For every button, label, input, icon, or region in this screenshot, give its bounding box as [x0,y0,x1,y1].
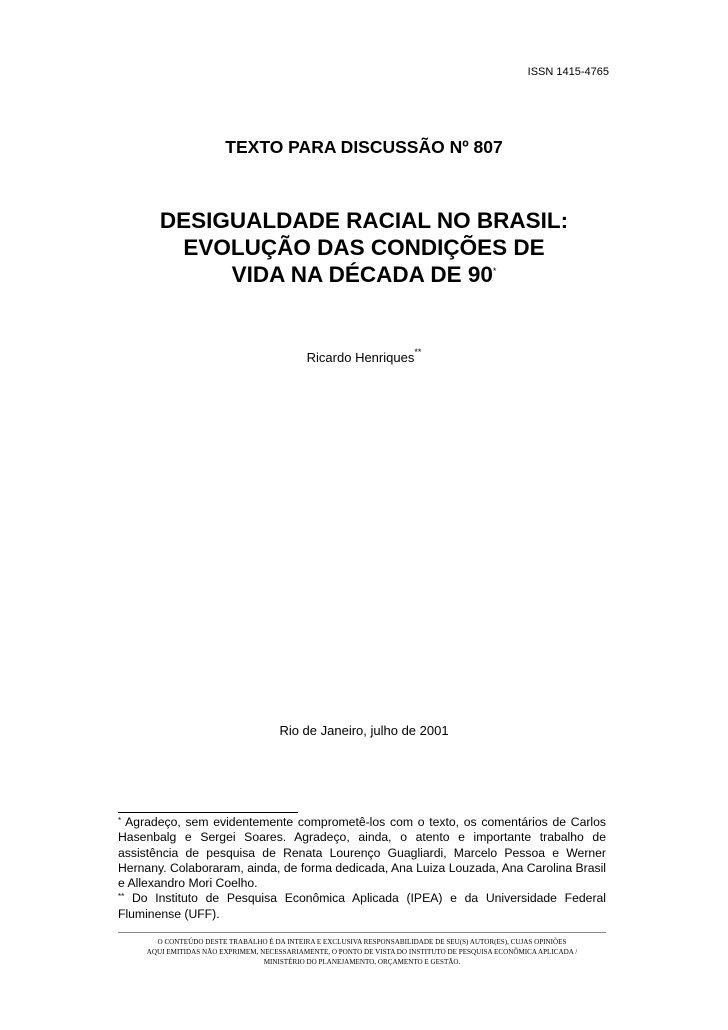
title-footnote-marker[interactable]: * [492,266,497,276]
title-line-2: EVOLUÇÃO DAS CONDIÇÕES DE [183,235,545,260]
issn-number: ISSN 1415-4765 [527,66,609,78]
footnote-2-text: Do Instituto de Pesquisa Econômica Aplicada (IPEA) e da Universidade Federal Fluminense (UFF). [118,891,606,921]
footnote-2 [118,891,606,922]
place-date: Rio de Janeiro, julho de 2001 [279,723,449,738]
disclaimer-line-1: O CONTEÚDO DESTE TRABALHO É DA INTEIRA E EXCLUSIVA RESPONSABILIDADE DE SEU(S) AUTOR(ES), CUJAS OPINIÕES [157,938,567,946]
author [0,347,728,365]
title-line-3 [0,261,728,288]
footnotes [118,815,606,922]
disclaimer-line-2: AQUI EMITIDAS NÃO EXPRIMEM, NECESSARIAMENTE, O PONTO DE VISTA DO INSTITUTO DE PESQUISA ECONÔMICA APLICADA / [146,948,578,956]
disclaimer [118,937,606,967]
footnote-1-text: Agradeço, sem evidentemente comprometê-los com o texto, os comentários de Carlos Hasenbalg e Sergei Soares. Agradeço, ainda, o atento e importante trabalho de assistência de pesquisa de Renata Lourenço Guagliardi, Marcelo Pessoa e Werner Hernany. Colaboraram, ainda, de forma dedicada, Ana Luiza Louzada, Ana Carolina Brasil e Allexandro Mori Coelho. [118,815,606,891]
disclaimer-separator [118,932,606,933]
footnote-1 [118,815,606,891]
footnote-separator [118,812,298,813]
disclaimer-line-3: MINISTÉRIO DO PLANEJAMENTO, ORÇAMENTO E GESTÃO. [263,958,461,966]
author-footnote-marker[interactable]: ** [414,347,422,357]
footnote-2-marker: ** [118,892,125,902]
title-line-3-text: VIDA NA DÉCADA DE 90 [231,262,493,287]
series-title: TEXTO PARA DISCUSSÃO Nº 807 [225,137,503,157]
author-name: Ricardo Henriques [306,350,415,365]
title-line-1: DESIGUALDADE RACIAL NO BRASIL: [159,208,569,233]
footnote-1-marker: * [118,816,122,825]
document-title [0,207,728,288]
